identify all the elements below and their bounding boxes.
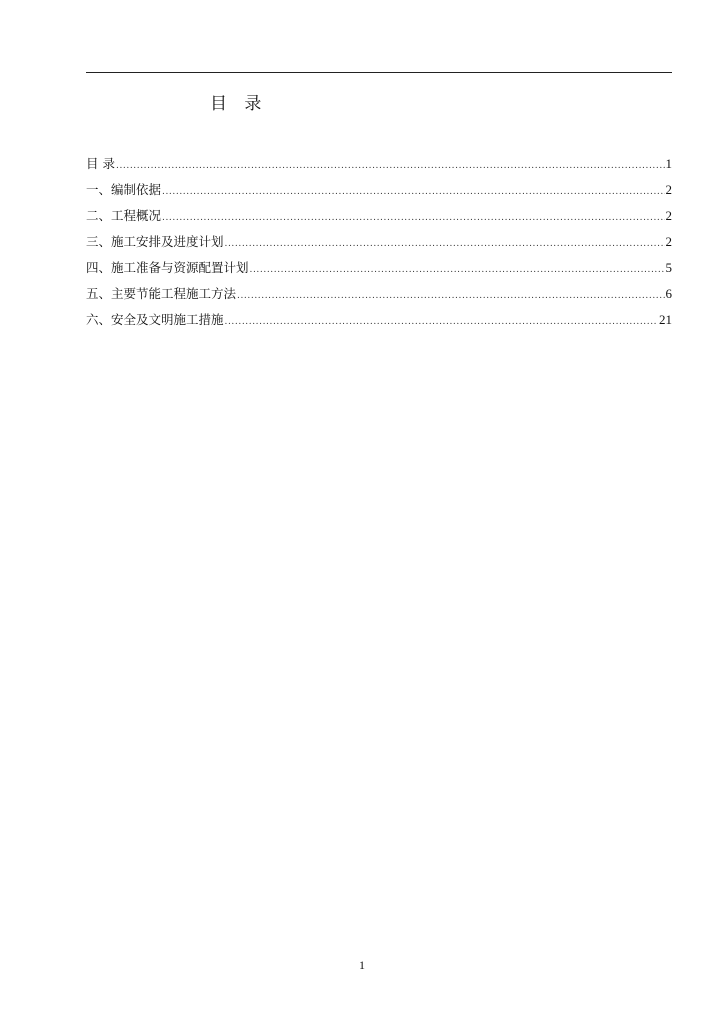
toc-entry[interactable] bbox=[86, 284, 672, 310]
dot-leader bbox=[225, 312, 658, 332]
toc-entry-label: 三、施工安排及进度计划 bbox=[86, 234, 224, 249]
toc-list bbox=[86, 154, 672, 336]
toc-entry-page: 2 bbox=[665, 182, 672, 197]
toc-entry-label: 目 录 bbox=[86, 156, 115, 171]
header-rule bbox=[86, 72, 672, 73]
toc-entry[interactable] bbox=[86, 310, 672, 336]
toc-entry-page: 21 bbox=[659, 312, 672, 327]
toc-entry-label: 一、编制依据 bbox=[86, 182, 162, 197]
toc-entry-label: 四、施工准备与资源配置计划 bbox=[86, 260, 249, 275]
toc-entry-label: 六、安全及文明施工措施 bbox=[86, 312, 224, 327]
toc-entry[interactable] bbox=[86, 154, 672, 180]
dot-leader bbox=[237, 286, 664, 306]
toc-entry-label: 五、主要节能工程施工方法 bbox=[86, 286, 237, 301]
footer-page-number: 1 bbox=[359, 958, 365, 972]
toc-entry-page: 5 bbox=[665, 260, 672, 275]
dot-leader bbox=[116, 156, 665, 176]
toc-entry-page: 2 bbox=[665, 208, 672, 223]
dot-leader bbox=[225, 234, 665, 254]
toc-entry-page: 6 bbox=[665, 286, 672, 301]
toc-entry[interactable] bbox=[86, 206, 672, 232]
toc-entry[interactable] bbox=[86, 180, 672, 206]
toc-heading: 目 录 bbox=[210, 94, 268, 114]
toc-entry[interactable] bbox=[86, 232, 672, 258]
toc-entry-page: 1 bbox=[665, 156, 672, 171]
toc-entry[interactable] bbox=[86, 258, 672, 284]
dot-leader bbox=[250, 260, 665, 280]
dot-leader bbox=[162, 182, 664, 202]
dot-leader bbox=[162, 208, 664, 228]
toc-entry-page: 2 bbox=[665, 234, 672, 249]
toc-entry-label: 二、工程概况 bbox=[86, 208, 162, 223]
